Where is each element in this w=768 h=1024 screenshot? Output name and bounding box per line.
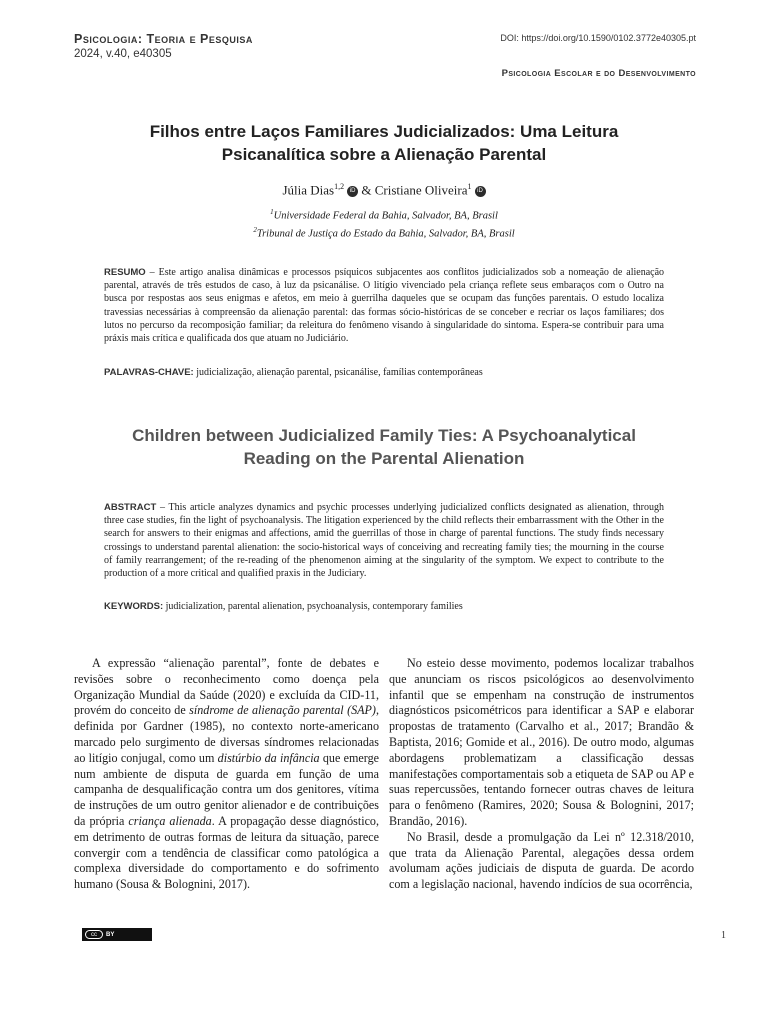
affiliation-1 bbox=[74, 208, 694, 222]
body-italic: criança alienada bbox=[128, 813, 212, 828]
title-pt-line1: Filhos entre Laços Familiares Judicializados: Uma Leitura bbox=[149, 122, 619, 141]
body-italic: síndrome de alienação parental (SAP) bbox=[189, 703, 376, 718]
resumo-text: Este artigo analisa dinâmicas e processos psíquicos subjacentes aos conflitos judicializados sob a nomeação de alienação parental, através de três estudos de caso, à luz da psicanálise. O litígio vivenciado pela criança reflete seus embaraços com o Outro na busca por respostas aos seus enigmas e afetos, em meio à guerrilha daqueles que se ocupam das funções parentais. O estudo localiza travessias necessárias à compreensão da alienação parental: das formas sócio-históricas de se conceber e recriar os laços familiares; dos lutos no percurso da recomposição familiar; da releitura do fenômeno visando à singularidade do sintoma. Espera-se contribuir para uma práxis mais crítica e qualificada dos que atuam no Judiciário. bbox=[104, 267, 665, 345]
affiliation-1-number: 1 bbox=[270, 208, 274, 216]
body-column-right bbox=[389, 656, 694, 893]
body-paragraph: No esteio desse movimento, podemos localizar trabalhos que anunciam os riscos psicológicos ao desenvolvimento infantil que se empenham na construção de instrumentos diagnósticos psicométricos para identificar a SAP e elaborar propostas de tratamento (Carvalho et al., 2017; Brandão & Baptista, 2016; Gomide et al., 2016). De outro modo, algumas abordagens problematizam a classificação dessas manifestações comportamentais sob a etiqueta de SAP ou AP e suas repercussões, tentando fornecer outras chaves de leitura para o fenômeno (Ramires, 2020; Sousa & Bolognini, 2017; Brandão, 2016). bbox=[389, 656, 694, 828]
body-text: . A propagação desse diagnóstico, em detrimento de outras formas de leitura da situação, parece convergir com a tendência de classificar como patológica a complexa diversidade do comportamento e do sofrimento humano (Sousa & Bolognini, 2017). bbox=[74, 813, 380, 892]
author-1-affiliation: 1,2 bbox=[334, 182, 345, 191]
orcid-icon[interactable]: iD bbox=[475, 186, 486, 197]
abstract-dash: – bbox=[156, 502, 169, 513]
keywords-text: judicialization, parental alienation, psychoanalysis, contemporary families bbox=[163, 601, 463, 612]
body-column-left bbox=[74, 656, 379, 893]
author-separator: & bbox=[358, 182, 375, 198]
body-text: A expressão “alienação parental”, fonte de debates e revisões sobre o reconhecimento como doença pela Organização Mundial da Saúde (2020) e excluída da CID-11, provém do conceito de bbox=[74, 656, 379, 718]
article-title-portuguese bbox=[74, 120, 694, 166]
palavras-chave-text: judicialização, alienação parental, psicanálise, famílias contemporâneas bbox=[193, 367, 483, 378]
author-2-affiliation: 1 bbox=[467, 182, 472, 191]
journal-volume: 2024, v.40, e40305 bbox=[74, 48, 172, 60]
resumo bbox=[104, 266, 664, 345]
affiliation-2 bbox=[74, 226, 694, 240]
body-italic: distúrbio da infância bbox=[217, 750, 320, 765]
doi-link[interactable]: DOI: https://doi.org/10.1590/0102.3772e40305.pt bbox=[500, 33, 696, 43]
body-paragraph bbox=[74, 656, 379, 893]
affiliation-2-number: 2 bbox=[253, 226, 257, 234]
author-list bbox=[74, 182, 694, 198]
resumo-dash: – bbox=[145, 267, 159, 278]
body-paragraph: No Brasil, desde a promulgação da Lei nº 12.318/2010, que trata da Alienação Parental, alegações dessa ordem avolumam ações judiciais de disputa de guarda. De acordo com a legislação nacional, havendo indícios de sua ocorrência, bbox=[389, 829, 694, 892]
palavras-chave-label: PALAVRAS-CHAVE: bbox=[104, 367, 194, 378]
keywords bbox=[104, 601, 664, 612]
affiliation-2-text: Tribunal de Justiça do Estado da Bahia, Salvador, BA, Brasil bbox=[256, 228, 515, 240]
keywords-label: KEYWORDS: bbox=[104, 601, 164, 612]
body-text: , definida por Gardner (1985), no contexto norte-americano marcado pelo surgimento de diversas síndromes relacionadas ao litígio conjugal, como um bbox=[74, 703, 379, 765]
page-number: 1 bbox=[721, 930, 726, 941]
journal-name: Psicologia: Teoria e Pesquisa bbox=[74, 32, 253, 46]
cc-by-icon[interactable] bbox=[82, 928, 152, 941]
abstract-text: This article analyzes dynamics and psychic processes underlying judicialized conflicts designated as alienation, through three case studies, fin the light of psychoanalysis. The litigation experienced by the child reflects their embarrassment with the Other in the search for answers to their enigmas and affections, amid the guerrillas of those in charge of parental functions. The study finds necessary crossings to understand parental alienation: the socio-historical ways of conceiving and recreating family ties; the mourning in the course of family rearrangement; of the re-reading of the phenomenon aiming at the singularity of the symptom. We expect to contribute to the production of a more critical and qualified praxis in the Judiciary. bbox=[104, 502, 664, 580]
journal-section: Psicologia Escolar e do Desenvolvimento bbox=[501, 68, 696, 79]
affiliation-1-text: Universidade Federal da Bahia, Salvador, BA, Brasil bbox=[273, 210, 498, 222]
title-en-line1: Children between Judicialized Family Ties: A Psychoanalytical bbox=[132, 426, 636, 445]
title-en-line2: Reading on the Parental Alienation bbox=[243, 449, 525, 468]
title-pt-line2: Psicanalítica sobre a Alienação Parental bbox=[221, 145, 547, 164]
resumo-label: RESUMO bbox=[104, 267, 146, 278]
article-title-english bbox=[74, 424, 694, 470]
abstract-label: ABSTRACT bbox=[104, 502, 157, 513]
by-label: BY bbox=[106, 931, 115, 938]
orcid-icon[interactable]: iD bbox=[347, 186, 358, 197]
abstract bbox=[104, 501, 664, 580]
cc-icon: cc bbox=[85, 930, 103, 939]
author-2-name: Cristiane Oliveira bbox=[374, 182, 468, 198]
palavras-chave bbox=[104, 367, 664, 378]
author-1-name: Júlia Dias bbox=[282, 182, 335, 198]
body-text: que emerge num ambiente de disputa de guarda em função de uma campanha de desqualificação contra um dos genitores, vítima de instruções de um outro genitor alienador e de contribuições da própria bbox=[74, 750, 379, 828]
